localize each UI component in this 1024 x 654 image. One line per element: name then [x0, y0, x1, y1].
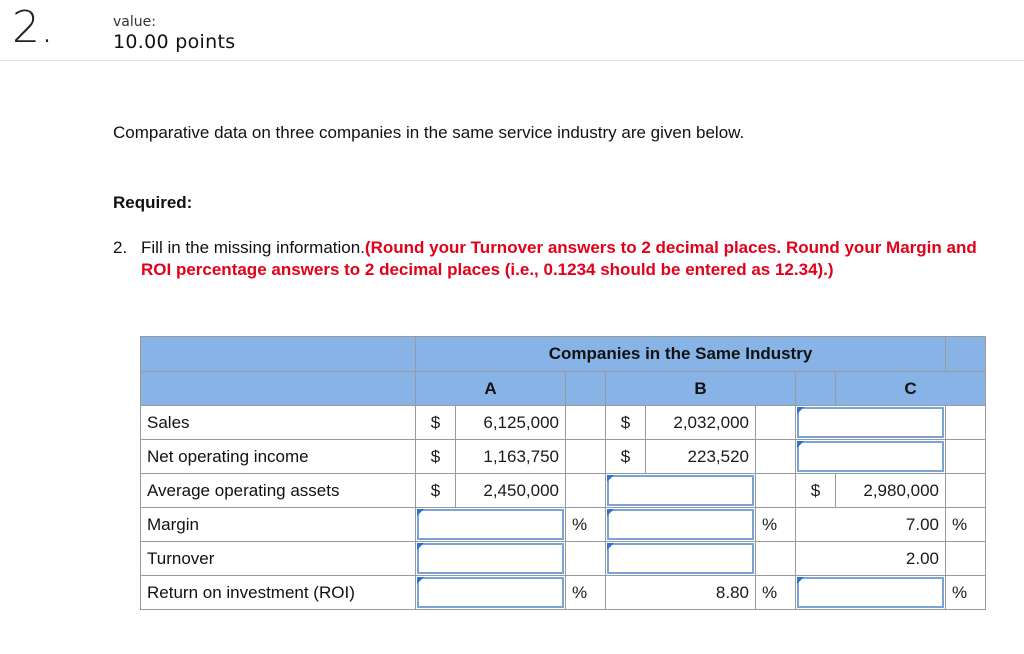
- answer-cell: [416, 508, 566, 542]
- answer-cell: [606, 474, 756, 508]
- group-header: Companies in the Same Industry: [416, 337, 946, 372]
- dollar-sign: $: [416, 474, 456, 508]
- value-cell: 2,980,000: [836, 474, 946, 508]
- percent-unit: %: [756, 508, 796, 542]
- table-row: [141, 508, 986, 542]
- empty-cell: [566, 542, 606, 576]
- table-row: [141, 576, 986, 610]
- header-divider: [0, 60, 1024, 61]
- empty-cell: [566, 440, 606, 474]
- header-blank-cell: [566, 372, 606, 406]
- table-row: [141, 542, 986, 576]
- margin-a-input[interactable]: [417, 509, 564, 540]
- turnover-a-input[interactable]: [417, 543, 564, 574]
- row-label: Margin: [141, 508, 416, 542]
- required-heading: Required:: [113, 193, 193, 212]
- answer-cell: [796, 576, 946, 610]
- percent-unit: %: [566, 576, 606, 610]
- value-cell: 7.00: [796, 508, 946, 542]
- column-header-c: C: [836, 372, 986, 406]
- value-cell: 223,520: [646, 440, 756, 474]
- answer-cell: [606, 508, 756, 542]
- answer-cell: [416, 576, 566, 610]
- answer-cell: [796, 440, 946, 474]
- dollar-sign: $: [606, 440, 646, 474]
- sales-c-input[interactable]: [797, 407, 944, 438]
- header-blank-cell: [796, 372, 836, 406]
- roi-a-input[interactable]: [417, 577, 564, 608]
- turnover-b-input[interactable]: [607, 543, 754, 574]
- instruction-number: 2.: [113, 238, 128, 257]
- row-label: Net operating income: [141, 440, 416, 474]
- empty-cell: [946, 440, 986, 474]
- value-cell: 2,450,000: [456, 474, 566, 508]
- value-cell: 6,125,000: [456, 406, 566, 440]
- value-label: value:: [113, 14, 156, 30]
- average-operating-assets-b-input[interactable]: [607, 475, 754, 506]
- value-cell: 1,163,750: [456, 440, 566, 474]
- empty-cell: [756, 542, 796, 576]
- empty-cell: [566, 474, 606, 508]
- empty-cell: [566, 406, 606, 440]
- header-blank-cell: [141, 372, 416, 406]
- empty-cell: [756, 440, 796, 474]
- empty-cell: [756, 474, 796, 508]
- instruction: [113, 237, 993, 281]
- value-cell: 2.00: [796, 542, 946, 576]
- dollar-sign: $: [796, 474, 836, 508]
- net-operating-income-c-input[interactable]: [797, 441, 944, 472]
- answer-cell: [796, 406, 946, 440]
- column-header-a: A: [416, 372, 566, 406]
- empty-cell: [946, 474, 986, 508]
- percent-unit: %: [756, 576, 796, 610]
- row-label: Average operating assets: [141, 474, 416, 508]
- points-value: 10.00 points: [113, 31, 236, 53]
- question-number: 2.: [12, 2, 54, 53]
- margin-b-input[interactable]: [607, 509, 754, 540]
- header-blank-cell: [946, 337, 986, 372]
- dollar-sign: $: [416, 406, 456, 440]
- dollar-sign: $: [416, 440, 456, 474]
- table-row: [141, 406, 986, 440]
- empty-cell: [946, 406, 986, 440]
- header-blank-cell: [141, 337, 416, 372]
- column-header-b: B: [606, 372, 796, 406]
- intro-text: Comparative data on three companies in the same service industry are given below.: [113, 123, 745, 142]
- dollar-sign: $: [606, 406, 646, 440]
- percent-unit: %: [566, 508, 606, 542]
- percent-unit: %: [946, 576, 986, 610]
- table-row: [141, 474, 986, 508]
- value-cell: 8.80: [606, 576, 756, 610]
- empty-cell: [946, 542, 986, 576]
- rounding-note: (Round your Turnover answers to 2 decimal places. Round your Margin and ROI percentage answers to 2 decimal places (i.e., 0.1234 should be entered as 12.34).): [141, 238, 977, 279]
- answer-cell: [606, 542, 756, 576]
- roi-c-input[interactable]: [797, 577, 944, 608]
- comparison-table: [140, 336, 986, 610]
- row-label: Return on investment (ROI): [141, 576, 416, 610]
- answer-cell: [416, 542, 566, 576]
- instruction-text: Fill in the missing information.: [141, 238, 365, 257]
- row-label: Sales: [141, 406, 416, 440]
- empty-cell: [756, 406, 796, 440]
- value-cell: 2,032,000: [646, 406, 756, 440]
- row-label: Turnover: [141, 542, 416, 576]
- table-row: [141, 440, 986, 474]
- percent-unit: %: [946, 508, 986, 542]
